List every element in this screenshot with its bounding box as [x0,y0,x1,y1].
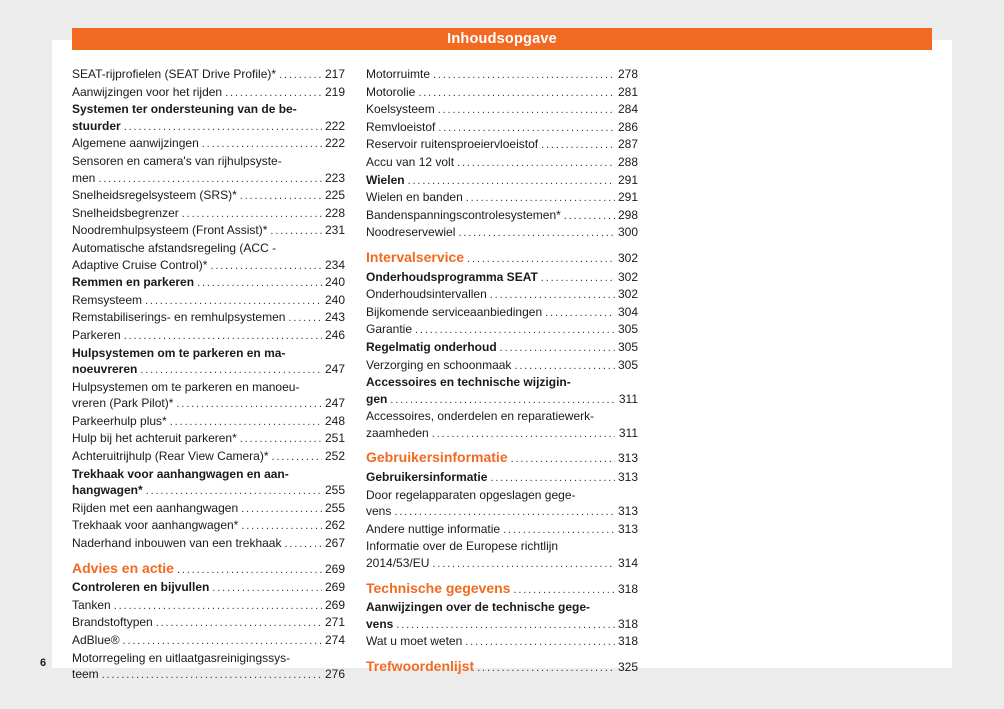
toc-entry-row [366,154,638,172]
toc-entry[interactable] [72,413,345,431]
dot-leader [170,414,322,431]
toc-entry[interactable] [366,633,638,651]
toc-entry-page-number: 252 [324,449,345,464]
toc-entry-label: gen [366,391,388,406]
toc-entry[interactable] [72,650,345,684]
toc-entry[interactable] [72,430,345,448]
toc-entry-page-number: 243 [324,310,345,325]
toc-entry-page-number: 284 [617,102,638,117]
page-title: Inhoudsopgave [447,31,557,47]
toc-entry-row [366,101,638,119]
toc-entry-row [366,521,638,539]
toc-entry-page-number: 255 [324,500,345,515]
toc-entry-row [72,327,345,345]
toc-entry-label-line: Accessoires, onderdelen en reparatiewerk- [366,409,595,424]
toc-entry-page-number: 287 [617,137,638,152]
dot-leader [140,362,322,379]
toc-entry-label: Remstabiliserings- en remhulpsystemen [72,310,286,325]
dot-leader [433,67,615,84]
toc-entry-page-number: 313 [617,521,638,536]
dot-leader [202,136,322,153]
dot-leader [272,449,322,466]
toc-entry-label: zaamheden [366,425,429,440]
toc-entry-page-number: 276 [324,667,345,682]
dot-leader [408,173,615,190]
toc-entry-row [72,614,345,632]
toc-entry-label: Regelmatig onderhoud [366,339,497,354]
dot-leader [124,328,322,345]
toc-entry-page-number: 247 [324,362,345,377]
dot-leader [241,501,322,518]
toc-entry[interactable] [366,154,638,172]
toc-entry-label-line: Informatie over de Europese richtlijn [366,539,559,554]
toc-entry-row [366,136,638,154]
toc-entry-label-line: Hulpsystemen om te parkeren en ma- [72,345,286,360]
toc-entry-label: hangwagen* [72,483,143,498]
toc-entry[interactable] [72,579,345,597]
toc-entry[interactable] [366,521,638,539]
toc-entry-page-number: 302 [617,287,638,302]
toc-entry-label: vreren (Park Pilot)* [72,396,174,411]
toc-entry-row [72,597,345,615]
toc-entry-page-number: 313 [617,504,638,519]
toc-entry-label: stuurder [72,118,121,133]
toc-entry-page-number: 300 [617,225,638,240]
toc-entry[interactable] [366,487,638,521]
dot-leader [511,450,615,468]
dot-leader [490,287,615,304]
toc-entry-row [366,579,638,599]
toc-entry-page-number: 248 [324,413,345,428]
dot-leader [146,483,322,500]
toc-entry[interactable] [72,327,345,345]
toc-entry-row [366,657,638,677]
toc-entry-page-number: 255 [324,483,345,498]
toc-entry-row [72,66,345,84]
dot-leader [270,223,322,240]
toc-entry-label: Bandenspanningscontrolesystemen* [366,207,561,222]
toc-entry[interactable] [72,597,345,615]
toc-entry-label: Garantie [366,322,413,337]
toc-entry-label: Controleren en bijvullen [72,580,210,595]
toc-entry-page-number: 313 [617,470,638,485]
dot-leader [467,250,615,268]
toc-entry-label: teem [72,667,99,682]
toc-entry-label: Adaptive Cruise Control)* [72,257,208,272]
toc-entry[interactable] [366,84,638,102]
toc-entry-page-number: 311 [618,425,638,440]
toc-entry-label: men [72,170,96,185]
toc-entry-row [366,269,638,287]
toc-entry-row [72,559,345,579]
toc-entry[interactable] [366,136,638,154]
toc-entry-label: Parkeren [72,327,121,342]
toc-entry-row [366,425,638,443]
toc-entry-page-number: 325 [617,660,638,674]
toc-entry-row [72,292,345,310]
toc-entry-row [72,517,345,535]
dot-leader [225,85,322,102]
toc-entry-page-number: 314 [617,556,638,571]
toc-entry-label: Koelsysteem [366,102,435,117]
toc-entry[interactable] [366,408,638,442]
toc-entry-page-number: 219 [324,84,345,99]
toc-entry-row [72,666,345,684]
dot-leader [457,155,615,172]
dot-leader [123,633,322,650]
toc-entry[interactable] [72,379,345,413]
dot-leader [545,305,615,322]
dot-leader [114,598,322,615]
toc-entry-label: Verzorging en schoonmaak [366,357,512,372]
toc-entry-label: Motorruimte [366,67,431,81]
toc-entry[interactable] [366,119,638,137]
toc-entry[interactable] [366,189,638,207]
toc-entry-page-number: 311 [618,391,638,406]
toc-entry-label: vens [366,504,392,519]
toc-section-heading[interactable] [366,448,638,468]
toc-entry-page-number: 291 [617,172,638,187]
toc-entry-row [366,503,638,521]
toc-entry-row [72,361,345,379]
toc-entry-page-number: 262 [324,518,345,533]
toc-entry[interactable] [72,240,345,274]
toc-entry[interactable] [72,292,345,310]
toc-entry-row [366,304,638,322]
toc-entry-row [366,555,638,573]
toc-entry-page-number: 246 [324,327,345,342]
toc-entry-label-line: Systemen ter ondersteuning van de be- [72,102,297,117]
toc-entry-row [72,632,345,650]
toc-entry-row [366,119,638,137]
toc-entry-label-line: Hulpsystemen om te parkeren en manoeu- [72,379,300,394]
page-number: 6 [40,657,47,669]
toc-entry[interactable] [366,357,638,375]
toc-entry[interactable] [366,269,638,287]
dot-leader [477,659,615,677]
toc-entry-page-number: 269 [324,561,345,576]
toc-entry-label: vens [366,616,394,631]
toc-entry-row [72,448,345,466]
toc-entry-row [366,357,638,375]
toc-column-right [366,66,638,678]
toc-entry-row [366,448,638,468]
toc-entry-row [366,189,638,207]
toc-entry-label: SEAT-rijprofielen (SEAT Drive Profile)* [72,67,277,81]
dot-leader [500,340,615,357]
dot-leader [145,293,322,310]
dot-leader [432,426,615,443]
toc-entry-label-line: Sensoren en camera's van rijhulpsyste- [72,153,282,168]
toc-entry-label: Gebruikersinformatie [366,470,488,485]
toc-entry-row [366,248,638,268]
toc-entry-row [72,482,345,500]
dot-leader [124,119,322,136]
toc-entry-label: Onderhoudsintervallen [366,287,487,302]
toc-entry-label: Reservoir ruitensproeiervloeistof [366,137,539,152]
toc-entry-label: Naderhand inbouwen van een trekhaak [72,536,282,551]
header-bar [72,28,932,50]
toc-entry-label: Bijkomende serviceaanbiedingen [366,304,543,319]
dot-leader [390,392,615,409]
toc-entry[interactable] [366,538,638,572]
toc-entry-row [366,172,638,190]
toc-entry-page-number: 267 [324,536,345,551]
toc-entry-label: Accu van 12 volt [366,154,455,169]
dot-leader [176,396,322,413]
dot-leader [541,137,615,154]
toc-section-heading[interactable] [366,657,638,677]
dot-leader [240,188,322,205]
toc-entry-page-number: 298 [617,207,638,222]
toc-entry[interactable] [72,187,345,205]
toc-entry[interactable] [72,101,345,135]
dot-leader [394,504,615,521]
toc-entry-page-number: 269 [324,580,345,595]
toc-entry[interactable] [72,535,345,553]
dot-leader [240,431,322,448]
toc-entry[interactable] [366,172,638,190]
toc-entry-page-number: 313 [617,451,638,466]
toc-entry[interactable] [72,274,345,292]
toc-entry-label: Algemene aanwijzingen [72,136,199,151]
dot-leader [284,536,321,553]
toc-section-heading[interactable] [366,579,638,599]
dot-leader [98,171,322,188]
dot-leader [396,617,615,634]
dot-leader [182,206,322,223]
toc-entry-label: Noodreservewiel [366,225,456,240]
dot-leader [513,581,615,599]
toc-entry-row [366,286,638,304]
toc-entry-label-line: Automatische afstandsregeling (ACC - [72,240,277,255]
toc-entry-label: 2014/53/EU [366,556,430,571]
toc-entry-label: Trekhaak voor aanhangwagen* [72,518,239,533]
toc-entry-page-number: 318 [617,581,638,596]
dot-leader [288,310,322,327]
toc-entry-page-number: 278 [617,67,638,81]
toc-entry-row [366,391,638,409]
dot-leader [490,470,615,487]
toc-entry-label: Motorolie [366,84,416,99]
toc-entry[interactable] [72,466,345,500]
toc-entry-label: Achteruitrijhulp (Rear View Camera)* [72,449,269,464]
toc-entry-row [72,579,345,597]
toc-entry-row [366,84,638,102]
toc-entry[interactable] [366,304,638,322]
dot-leader [177,561,322,579]
toc-entry-row [366,616,638,634]
dot-leader [156,615,322,632]
toc-entry[interactable] [72,345,345,379]
toc-entry-label: AdBlue® [72,633,120,647]
toc-entry-row [72,205,345,223]
toc-entry-page-number: 247 [324,396,345,411]
dot-leader [503,522,615,539]
toc-entry-page-number: 217 [324,67,345,81]
toc-entry-page-number: 288 [617,154,638,169]
toc-entry-page-number: 286 [617,119,638,134]
toc-entry[interactable] [72,222,345,240]
toc-entry[interactable] [72,153,345,187]
toc-entry-page-number: 222 [324,136,345,151]
toc-entry-row [72,309,345,327]
dot-leader [415,322,615,339]
toc-entry-label: noeuvreren [72,362,138,377]
toc-entry-label-line: Trekhaak voor aanhangwagen en aan- [72,466,289,481]
toc-entry[interactable] [366,339,638,357]
toc-entry-label-line: Motorregeling en uitlaatgasreinigingssys- [72,650,291,665]
toc-entry-page-number: 302 [617,250,638,265]
toc-entry-page-number: 305 [617,339,638,354]
toc-entry-row [366,224,638,242]
toc-entry-page-number: 302 [617,269,638,284]
toc-entry-label: Hulp bij het achteruit parkeren* [72,431,237,446]
toc-entry-label: Rijden met een aanhangwagen [72,500,239,515]
toc-entry-row [72,118,345,136]
toc-entry-page-number: 304 [617,304,638,319]
toc-entry-page-number: 271 [324,615,345,630]
toc-entry[interactable] [366,286,638,304]
toc-entry[interactable] [366,224,638,242]
toc-entry-page-number: 318 [617,616,638,631]
dot-leader [466,190,615,207]
toc-entry[interactable] [72,66,345,84]
toc-entry-page-number: 234 [324,257,345,272]
toc-entry-label: Trefwoordenlijst [366,658,475,674]
dot-leader [514,358,615,375]
dot-leader [458,225,615,242]
dot-leader [438,120,615,137]
toc-entry-row [366,633,638,651]
dot-leader [438,102,615,119]
toc-entry-label: Intervalservice [366,248,465,265]
toc-entry-label: Remvloeistof [366,119,436,134]
toc-entry-label: Andere nuttige informatie [366,521,501,536]
toc-entry-label: Tanken [72,597,111,612]
toc-entry-page-number: 231 [324,223,345,238]
toc-entry-row [366,207,638,225]
dot-leader [541,270,615,287]
toc-entry[interactable] [72,632,345,650]
toc-entry[interactable] [366,66,638,84]
toc-entry-label: Snelheidsbegrenzer [72,205,179,220]
toc-entry-row [72,222,345,240]
toc-entry-label: Wat u moet weten [366,634,463,649]
toc-entry-label: Onderhoudsprogramma SEAT [366,269,538,284]
dot-leader [212,580,322,597]
dot-leader [418,85,615,102]
toc-entry-row [72,274,345,292]
toc-entry-row [72,395,345,413]
toc-entry-page-number: 240 [324,292,345,307]
toc-entry-row [366,66,638,84]
toc-entry-row [72,135,345,153]
toc-entry-label: Technische gegevens [366,579,511,596]
toc-entry[interactable] [72,614,345,632]
toc-entry-row [72,84,345,102]
toc-entry-row [72,535,345,553]
dot-leader [210,258,322,275]
toc-entry-label: Remsysteem [72,292,143,307]
toc-entry[interactable] [366,599,638,633]
toc-entry-page-number: 240 [324,275,345,290]
toc-entry[interactable] [366,469,638,487]
toc-entry-row [366,321,638,339]
toc-section-heading[interactable] [72,559,345,579]
toc-entry-label: Brandstoftypen [72,615,153,630]
toc-entry-page-number: 228 [324,205,345,220]
dot-leader [564,208,615,225]
dot-leader [279,67,322,84]
toc-entry-row [72,430,345,448]
toc-entry[interactable] [72,309,345,327]
toc-entry-row [366,339,638,357]
toc-entry-row [72,257,345,275]
toc-entry-label: Noodremhulpsysteem (Front Assist)* [72,223,268,238]
toc-entry-page-number: 305 [617,322,638,337]
toc-entry-row [72,187,345,205]
toc-entry[interactable] [72,500,345,518]
toc-entry-label-line: Door regelapparaten opgeslagen gege- [366,487,576,502]
dot-leader [102,667,322,684]
toc-entry-page-number: 318 [617,634,638,649]
dot-leader [465,634,615,651]
toc-entry[interactable] [72,517,345,535]
toc-entry[interactable] [366,207,638,225]
toc-entry[interactable] [72,135,345,153]
toc-entry[interactable] [366,321,638,339]
toc-entry-page-number: 281 [617,84,638,99]
toc-entry-label: Remmen en parkeren [72,275,195,290]
toc-entry-label: Parkeerhulp plus* [72,413,167,428]
toc-entry-page-number: 305 [617,357,638,372]
dot-leader [197,275,322,292]
toc-entry-label: Wielen en banden [366,190,463,205]
toc-entry-page-number: 251 [324,431,345,446]
toc-entry[interactable] [72,448,345,466]
toc-entry-label-line: Aanwijzingen over de technische gege- [366,600,591,615]
toc-entry-label: Wielen [366,172,405,187]
toc-entry-row [72,170,345,188]
toc-entry-row [72,500,345,518]
toc-section-heading[interactable] [366,248,638,268]
toc-entry-page-number: 274 [324,633,345,647]
toc-entry-label-line: Accessoires en technische wijzigin- [366,375,571,390]
dot-leader [432,556,615,573]
toc-column-left [72,66,345,684]
toc-entry[interactable] [366,101,638,119]
toc-entry-row [366,469,638,487]
toc-entry-page-number: 222 [324,118,345,133]
toc-entry-label: Gebruikersinformatie [366,449,508,466]
toc-entry-label: Aanwijzingen voor het rijden [72,84,223,99]
toc-entry[interactable] [366,374,638,408]
toc-entry[interactable] [72,205,345,223]
toc-entry-page-number: 225 [324,188,345,203]
toc-entry-label: Advies en actie [72,559,174,576]
dot-leader [241,518,322,535]
toc-entry-page-number: 291 [617,190,638,205]
toc-entry[interactable] [72,84,345,102]
toc-entry-page-number: 223 [324,170,345,185]
toc-entry-row [72,413,345,431]
toc-entry-page-number: 269 [324,597,345,612]
toc-entry-label: Snelheidsregelsysteem (SRS)* [72,188,237,203]
